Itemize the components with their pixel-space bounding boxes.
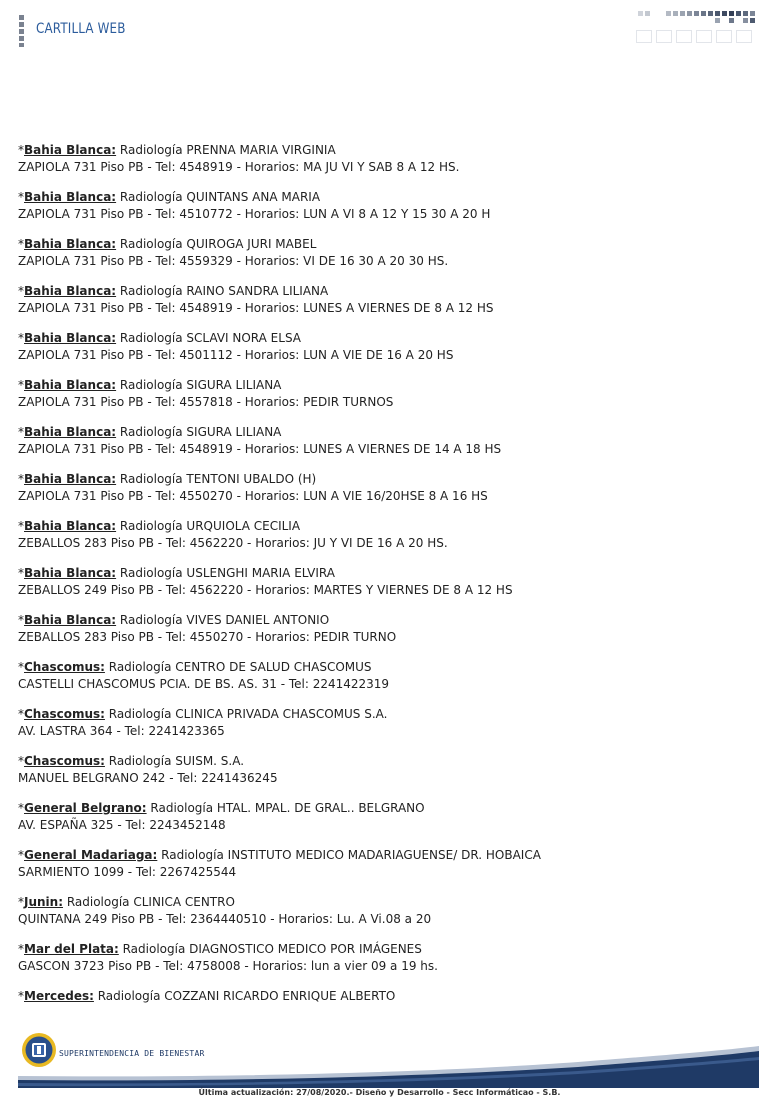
entry-city: Chascomus:: [24, 754, 105, 768]
entry-heading: [18, 847, 738, 864]
entry-heading: [18, 330, 738, 347]
list-item: [18, 377, 738, 424]
entry-provider: Radiología RAINO SANDRA LILIANA: [116, 284, 329, 298]
entry-city: Chascomus:: [24, 660, 105, 674]
list-item: [18, 847, 738, 894]
entry-prefix: *: [18, 519, 24, 533]
entry-heading: [18, 753, 738, 770]
entry-prefix: *: [18, 989, 24, 1003]
entry-provider: Radiología TENTONI UBALDO (H): [116, 472, 317, 486]
entry-prefix: *: [18, 566, 24, 580]
entry-city: Bahia Blanca:: [24, 566, 117, 580]
entry-heading: [18, 894, 738, 911]
entry-detail: ZEBALLOS 283 Piso PB - Tel: 4562220 - Horarios: JU Y VI DE 16 A 20 HS.: [18, 536, 448, 550]
list-item: [18, 659, 738, 706]
entry-provider: Radiología URQUIOLA CECILIA: [116, 519, 301, 533]
entry-prefix: *: [18, 425, 24, 439]
entry-heading: [18, 941, 738, 958]
provider-list: [18, 142, 738, 1035]
entry-detail: QUINTANA 249 Piso PB - Tel: 2364440510 - Horarios: Lu. A Vi.08 a 20: [18, 912, 432, 926]
entry-heading: [18, 283, 738, 300]
list-item: [18, 894, 738, 941]
entry-provider: Radiología QUIROGA JURI MABEL: [116, 237, 317, 251]
entry-detail: ZAPIOLA 731 Piso PB - Tel: 4501112 - Horarios: LUN A VIE DE 16 A 20 HS: [18, 348, 454, 362]
page-footer: [0, 1028, 759, 1101]
entry-city: Bahia Blanca:: [24, 519, 117, 533]
header-decorative-grid: [636, 11, 758, 47]
entry-city: Bahia Blanca:: [24, 143, 117, 157]
entry-detail: GASCON 3723 Piso PB - Tel: 4758008 - Horarios: lun a vier 09 a 19 hs.: [18, 959, 438, 973]
entry-heading: [18, 612, 738, 629]
entry-heading: [18, 706, 738, 723]
entry-provider: Radiología SCLAVI NORA ELSA: [116, 331, 301, 345]
entry-heading: [18, 377, 738, 394]
entry-prefix: *: [18, 284, 24, 298]
entry-detail: ZAPIOLA 731 Piso PB - Tel: 4548919 - Horarios: MA JU VI Y SAB 8 A 12 HS.: [18, 160, 460, 174]
entry-provider: Radiología CENTRO DE SALUD CHASCOMUS: [104, 660, 372, 674]
entry-heading: [18, 189, 738, 206]
entry-city: Mar del Plata:: [24, 942, 119, 956]
entry-heading: [18, 471, 738, 488]
entry-prefix: *: [18, 190, 24, 204]
entry-prefix: *: [18, 754, 24, 768]
entry-provider: Radiología QUINTANS ANA MARIA: [116, 190, 321, 204]
entry-provider: Radiología VIVES DANIEL ANTONIO: [116, 613, 330, 627]
entry-detail: CASTELLI CHASCOMUS PCIA. DE BS. AS. 31 - Tel: 2241422319: [18, 677, 390, 691]
entry-city: Bahia Blanca:: [24, 472, 117, 486]
entry-provider: Radiología SUISM. S.A.: [104, 754, 245, 768]
entry-provider: Radiología CLINICA PRIVADA CHASCOMUS S.A.: [104, 707, 388, 721]
list-item: [18, 330, 738, 377]
entry-city: Bahia Blanca:: [24, 284, 117, 298]
entry-detail: ZAPIOLA 731 Piso PB - Tel: 4510772 - Horarios: LUN A VI 8 A 12 Y 15 30 A 20 H: [18, 207, 491, 221]
entry-provider: Radiología DIAGNOSTICO MEDICO POR IMÁGENES: [118, 942, 422, 956]
entry-heading: [18, 518, 738, 535]
entry-detail: ZAPIOLA 731 Piso PB - Tel: 4559329 - Horarios: VI DE 16 30 A 20 30 HS.: [18, 254, 449, 268]
page-header: [0, 0, 759, 60]
entry-prefix: *: [18, 472, 24, 486]
list-item: [18, 753, 738, 800]
entry-prefix: *: [18, 378, 24, 392]
entry-city: Bahia Blanca:: [24, 425, 117, 439]
institution-seal-icon: [21, 1032, 57, 1068]
list-item: [18, 142, 738, 189]
list-item: [18, 800, 738, 847]
entry-detail: ZEBALLOS 283 Piso PB - Tel: 4550270 - Horarios: PEDIR TURNO: [18, 630, 397, 644]
entry-detail: MANUEL BELGRANO 242 - Tel: 2241436245: [18, 771, 278, 785]
footer-update-note: Última actualización: 27/08/2020.- Diseño y Desarrollo - Secc Informáticao - S.B.: [198, 1088, 561, 1097]
entry-heading: [18, 565, 738, 582]
entry-provider: Radiología HTAL. MPAL. DE GRAL.. BELGRANO: [146, 801, 425, 815]
entry-detail: SARMIENTO 1099 - Tel: 2267425544: [18, 865, 237, 879]
list-item: [18, 565, 738, 612]
entry-prefix: *: [18, 895, 24, 909]
entry-heading: [18, 800, 738, 817]
entry-provider: Radiología INSTITUTO MEDICO MADARIAGUENSE/ DR. HOBAICA: [157, 848, 541, 862]
entry-detail: ZEBALLOS 249 Piso PB - Tel: 4562220 - Horarios: MARTES Y VIERNES DE 8 A 12 HS: [18, 583, 513, 597]
entry-city: Bahia Blanca:: [24, 331, 117, 345]
entry-city: General Belgrano:: [24, 801, 147, 815]
entry-detail: ZAPIOLA 731 Piso PB - Tel: 4548919 - Horarios: LUNES A VIERNES DE 8 A 12 HS: [18, 301, 494, 315]
header-accent-bar: [19, 15, 24, 47]
list-item: [18, 283, 738, 330]
entry-city: Bahia Blanca:: [24, 237, 117, 251]
footer-wave-graphic: [18, 1038, 759, 1088]
list-item: [18, 941, 738, 988]
entry-detail: AV. ESPAÑA 325 - Tel: 2243452148: [18, 818, 226, 832]
entry-detail: ZAPIOLA 731 Piso PB - Tel: 4557818 - Horarios: PEDIR TURNOS: [18, 395, 394, 409]
entry-city: Bahia Blanca:: [24, 190, 117, 204]
entry-provider: Radiología COZZANI RICARDO ENRIQUE ALBERTO: [93, 989, 396, 1003]
list-item: [18, 424, 738, 471]
entry-provider: Radiología USLENGHI MARIA ELVIRA: [116, 566, 335, 580]
list-item: [18, 518, 738, 565]
entry-prefix: *: [18, 143, 24, 157]
entry-heading: [18, 142, 738, 159]
entry-city: Junin:: [24, 895, 64, 909]
entry-city: Chascomus:: [24, 707, 105, 721]
entry-prefix: *: [18, 613, 24, 627]
entry-prefix: *: [18, 331, 24, 345]
entry-heading: [18, 424, 738, 441]
list-item: [18, 471, 738, 518]
list-item: [18, 706, 738, 753]
entry-prefix: *: [18, 942, 24, 956]
entry-provider: Radiología SIGURA LILIANA: [116, 425, 282, 439]
entry-prefix: *: [18, 660, 24, 674]
page-title: CARTILLA WEB: [36, 21, 126, 37]
list-item: [18, 189, 738, 236]
entry-prefix: *: [18, 707, 24, 721]
entry-provider: Radiología SIGURA LILIANA: [116, 378, 282, 392]
list-item: [18, 236, 738, 283]
entry-detail: AV. LASTRA 364 - Tel: 2241423365: [18, 724, 225, 738]
entry-prefix: *: [18, 848, 24, 862]
footer-org-name: SUPERINTENDENCIA DE BIENESTAR: [59, 1049, 205, 1058]
entry-city: Mercedes:: [24, 989, 94, 1003]
list-item: [18, 612, 738, 659]
entry-prefix: *: [18, 801, 24, 815]
entry-detail: ZAPIOLA 731 Piso PB - Tel: 4550270 - Horarios: LUN A VIE 16/20HSE 8 A 16 HS: [18, 489, 488, 503]
entry-heading: [18, 236, 738, 253]
entry-prefix: *: [18, 237, 24, 251]
entry-detail: ZAPIOLA 731 Piso PB - Tel: 4548919 - Horarios: LUNES A VIERNES DE 14 A 18 HS: [18, 442, 502, 456]
entry-heading: [18, 988, 738, 1005]
entry-city: Bahia Blanca:: [24, 613, 117, 627]
entry-city: Bahia Blanca:: [24, 378, 117, 392]
entry-provider: Radiología CLINICA CENTRO: [63, 895, 235, 909]
entry-provider: Radiología PRENNA MARIA VIRGINIA: [116, 143, 336, 157]
entry-city: General Madariaga:: [24, 848, 158, 862]
entry-heading: [18, 659, 738, 676]
